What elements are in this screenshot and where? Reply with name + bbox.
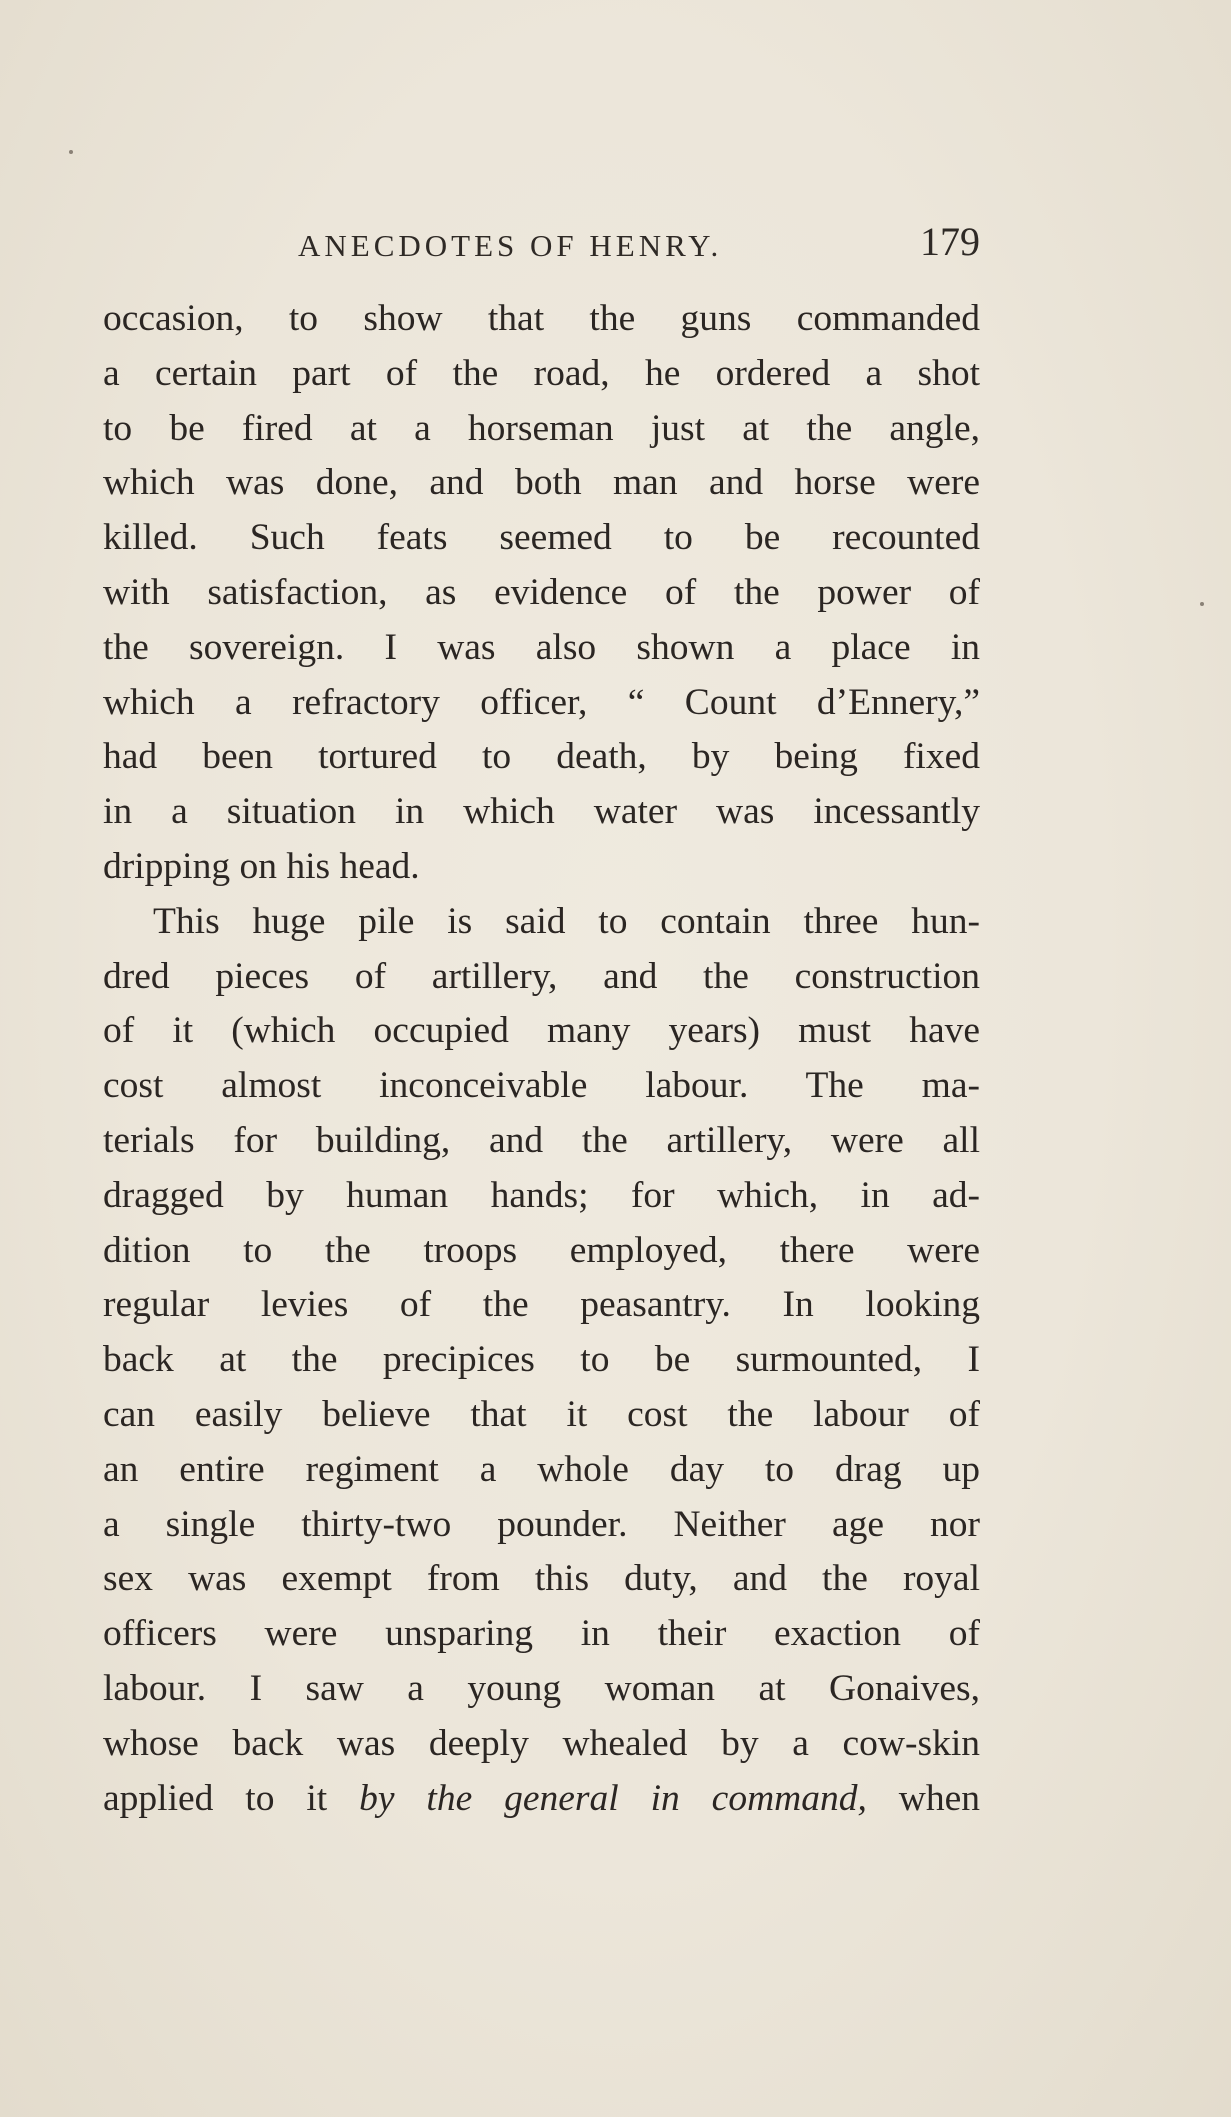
paper-speck — [1200, 602, 1204, 606]
text-line: terials for building, and the artillery, were all — [103, 1119, 980, 1161]
text-line: a certain part of the road, he ordered a shot — [103, 352, 980, 394]
text-line: occasion, to show that the guns commanded — [103, 298, 980, 339]
text-line: dred pieces of artillery, and the construction — [103, 955, 980, 997]
text-line: to be fired at a horseman just at the angle, — [103, 407, 980, 449]
text-line: can easily believe that it cost the labour of — [103, 1393, 980, 1435]
text-line: with satisfaction, as evidence of the power of — [103, 571, 980, 613]
paper-speck — [69, 150, 73, 154]
text-line: of it (which occupied many years) must have — [103, 1010, 980, 1052]
line-text-roman: applied to it — [103, 1777, 360, 1819]
text-line: whose back was deeply whealed by a cow-skin — [103, 1722, 980, 1764]
text-line: killed. Such feats seemed to be recounted — [103, 517, 980, 559]
text-line: in a situation in which water was incessantly — [103, 791, 980, 833]
text-line: regular levies of the peasantry. In looking — [103, 1284, 980, 1326]
italic-emphasis: by the general in command, — [359, 1777, 867, 1819]
text-line: a single thirty-two pounder. Neither age nor — [103, 1503, 980, 1545]
text-line: dition to the troops employed, there were — [103, 1229, 980, 1271]
running-title: ANECDOTES OF HENRY. — [298, 228, 723, 263]
paragraph-start-line: This huge pile is said to contain three hun- — [153, 900, 980, 942]
line-text-roman: when — [866, 1777, 980, 1819]
text-line: which a refractory officer, “ Count d’Ennery,” — [103, 681, 980, 723]
text-line: dragged by human hands; for which, in ad- — [103, 1174, 980, 1216]
text-line: cost almost inconceivable labour. The ma- — [103, 1065, 980, 1107]
text-line: an entire regiment a whole day to drag up — [103, 1448, 980, 1490]
text-line: labour. I saw a young woman at Gonaives, — [103, 1667, 980, 1709]
page-number: 179 — [920, 219, 980, 264]
text-line: officers were unsparing in their exaction of — [103, 1613, 980, 1655]
final-text-line — [103, 1772, 980, 1827]
text-line: which was done, and both man and horse were — [103, 462, 980, 504]
paragraph-end-line: dripping on his head. — [103, 845, 420, 887]
body-text — [103, 292, 980, 1826]
text-line: sex was exempt from this duty, and the royal — [103, 1558, 980, 1600]
text-line: back at the precipices to be surmounted, I — [103, 1339, 980, 1381]
text-line: had been tortured to death, by being fixed — [103, 736, 980, 778]
text-line: the sovereign. I was also shown a place in — [103, 626, 980, 668]
running-head — [100, 218, 980, 268]
